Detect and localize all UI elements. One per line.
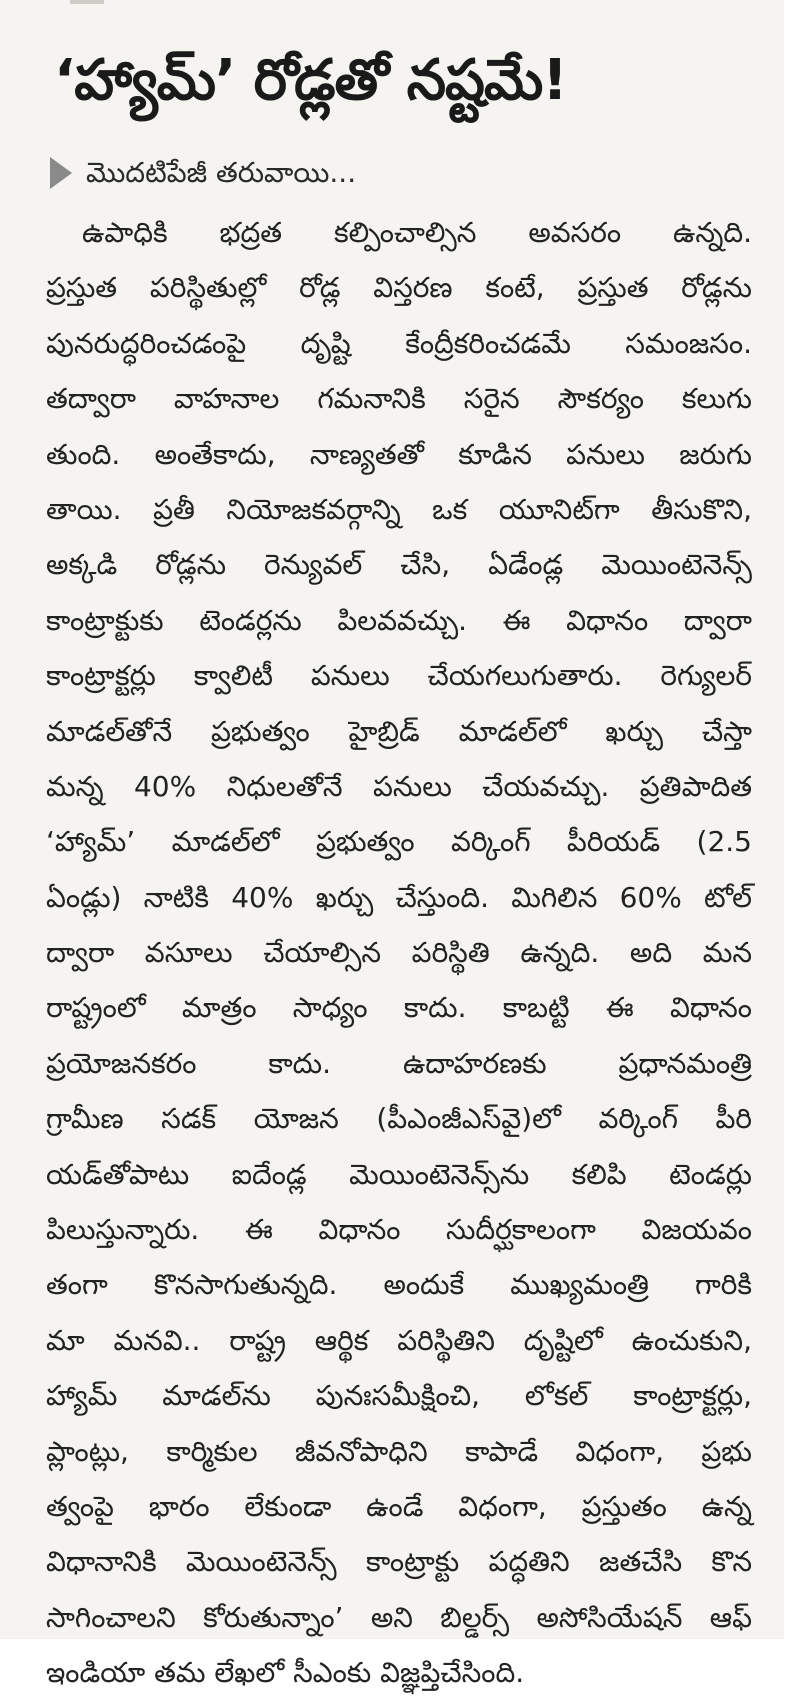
body-line: తాయి. ప్రతీ నియోజకవర్గాన్ని ఒక యూనిట్‌గా తీసుకొని, — [46, 492, 752, 526]
body-line: విధానానికి మెయింటెనెన్స్ కాంట్రాక్టు పద్ధతిని జతచేసి కొన — [46, 1545, 752, 1579]
body-line: తద్వారా వాహనాల గమనానికి సరైన సౌకర్యం కలుగు — [46, 382, 752, 416]
body-line: పునరుద్ధరించడంపై దృష్టి కేంద్రీకరించడమే సమంజసం. — [46, 326, 752, 360]
body-line: ద్వారా వసూలు చేయాల్సిన పరిస్థితి ఉన్నది. అది మన — [46, 936, 752, 970]
article-headline: ‘హ్యామ్’ రోడ్లతో నష్టమే! — [54, 48, 567, 113]
body-line: హ్యామ్ మాడల్‌ను పునఃసమీక్షించి, లోకల్ కాంట్రాక్టర్లు, — [46, 1379, 752, 1413]
body-line: తుంది. అంతేకాదు, నాణ్యతతో కూడిన పనులు జరుగు — [46, 437, 752, 471]
continued-label: మొదటిపేజీ తరువాయి... — [86, 156, 357, 189]
body-line: అక్కడి రోడ్లను రెన్యువల్ చేసి, ఏడేండ్ల మెయింటెనెన్స్ — [46, 548, 752, 582]
body-line: ఏండ్లు) నాటికి 40% ఖర్చు చేస్తుంది. మిగిలిన 60% టోల్ — [46, 880, 752, 914]
clipping-edge-mark — [70, 0, 104, 4]
body-line: కాంట్రాక్టుకు టెండర్లను పిలవవచ్చు. ఈ విధానం ద్వారా — [46, 603, 752, 637]
body-line: రాష్ట్రంలో మాత్రం సాధ్యం కాదు. కాబట్టి ఈ విధానం — [46, 991, 752, 1025]
body-line: పిలుస్తున్నారు. ఈ విధానం సుదీర్ఘకాలంగా విజయవం — [46, 1213, 752, 1247]
body-line: త్వంపై భారం లేకుండా ఉండే విధంగా, ప్రస్తుతం ఉన్న — [46, 1489, 752, 1523]
body-line: సాగించాలని కోరుతున్నాం’ అని బిల్డర్స్ అసోసియేషన్ ఆఫ్ — [46, 1600, 752, 1634]
body-line: కాంట్రాక్టర్లు క్వాలిటీ పనులు చేయగలుగుతారు. రెగ్యులర్ — [46, 659, 752, 693]
continued-from-front-page — [50, 148, 356, 198]
article-body — [46, 205, 752, 1701]
body-line: ఇండియా తమ లేఖలో సీఎంకు విజ్ఞప్తిచేసింది. — [46, 1656, 525, 1690]
body-line: మాడల్‌తోనే ప్రభుత్వం హైబ్రిడ్ మాడల్‌లో ఖర్చు చేస్తా — [46, 714, 752, 748]
body-line: గ్రామీణ సడక్ యోజన (పీఎంజీఎస్‌వై)లో వర్కింగ్ పీరి — [46, 1102, 752, 1136]
body-line: ప్రయోజనకరం కాదు. ఉదాహరణకు ప్రధానమంత్రి — [46, 1046, 752, 1080]
body-line: మన్న 40% నిధులతోనే పనులు చేయవచ్చు. ప్రతిపాదిత — [46, 769, 752, 803]
body-line: తంగా కొనసాగుతున్నది. అందుకే ముఖ్యమంత్రి గారికి — [46, 1268, 752, 1302]
body-line: మా మనవి.. రాష్ట్ర ఆర్థిక పరిస్థితిని దృష్టిలో ఉంచుకుని, — [46, 1323, 752, 1357]
triangle-arrow-icon — [50, 157, 72, 189]
body-line: ‘హ్యామ్’ మాడల్‌లో ప్రభుత్వం వర్కింగ్ పీరియడ్ (2.5 — [46, 825, 752, 859]
body-line: యడ్‌తోపాటు ఐదేండ్ల మెయింటెనెన్స్‌ను కలిపి టెండర్లు — [46, 1157, 752, 1191]
body-line: ఉపాధికి భద్రత కల్పించాల్సిన అవసరం ఉన్నది. — [82, 216, 752, 249]
body-line: ప్రస్తుత పరిస్థితుల్లో రోడ్ల విస్తరణ కంటే, ప్రస్తుత రోడ్లను — [46, 271, 752, 305]
body-line: ప్లాంట్లు, కార్మికుల జీవనోపాధిని కాపాడే విధంగా, ప్రభు — [46, 1434, 752, 1468]
page-margin — [784, 0, 800, 1639]
